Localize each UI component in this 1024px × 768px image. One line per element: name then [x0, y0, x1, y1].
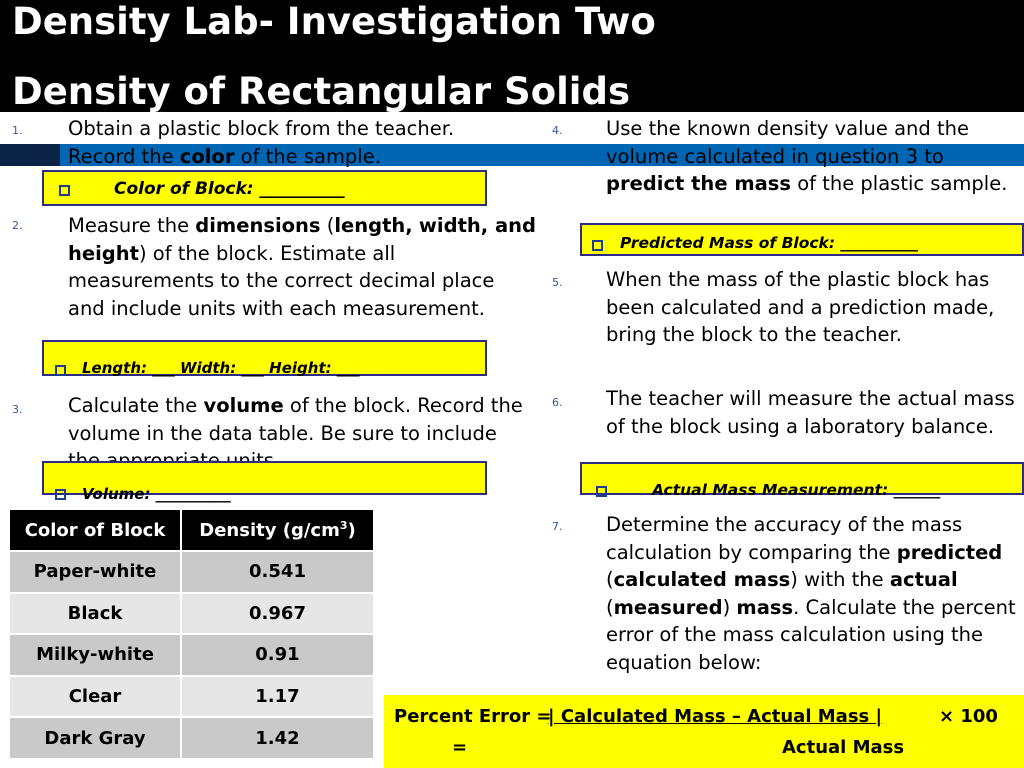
- density-table: [10, 510, 373, 758]
- square-bullet-icon: [596, 486, 607, 497]
- equation-numerator: | Calculated Mass – Actual Mass |: [548, 706, 883, 727]
- square-bullet-icon: [55, 365, 66, 376]
- actual-mass-prompt: Actual Mass Measurement: ______: [652, 481, 941, 499]
- step-2-text: Measure the dimensions (length, width, and height) of the block. Estimate all measurements to the correct decimal place and include units with each measurement.: [68, 214, 536, 320]
- square-bullet-icon: [592, 240, 603, 251]
- step-5-text: When the mass of the plastic block has been calculated and a prediction made, bring the block to the teacher.: [606, 268, 995, 346]
- square-bullet-icon: [59, 185, 70, 196]
- dimensions-box[interactable]: [42, 340, 487, 376]
- equation-denominator: Actual Mass: [782, 737, 905, 758]
- table-row: Dark Gray 1.42: [10, 717, 373, 758]
- square-bullet-icon: [55, 489, 66, 500]
- volume-prompt: Volume: __________: [82, 485, 231, 503]
- table-row: Black 0.967: [10, 593, 373, 635]
- title-bar: [0, 0, 1024, 112]
- step-3-text: Calculate the volume of the block. Record the volume in the data table. Be sure to include: [68, 394, 523, 445]
- step-4-number: 4.: [552, 124, 563, 137]
- step-3-number: 3.: [12, 403, 23, 416]
- title-line-1: Density Lab- Investigation Two: [12, 0, 656, 43]
- step-7-text: Determine the accuracy of the mass calculation by comparing the predicted (calculated mass) with the actual (measured) mass. Calculate the percent error of the mass calculation using the equation below:: [606, 513, 1016, 674]
- color-of-block-box[interactable]: [42, 170, 487, 206]
- step-4-text: Use the known density value and the volume calculated in question 3 to predict the mass of the plastic sample.: [606, 117, 1008, 195]
- step-1-number: 1.: [12, 124, 23, 137]
- step-6-number: 6.: [552, 396, 563, 409]
- table-row: Clear 1.17: [10, 676, 373, 718]
- step-5-number: 5.: [552, 276, 563, 289]
- equation-label: Percent Error =: [394, 706, 552, 727]
- decorative-band-left: [0, 144, 60, 166]
- equation-equals: =: [452, 737, 468, 758]
- header-density: Density $(g/cm^3)$: [181, 510, 373, 551]
- volume-box[interactable]: [42, 461, 487, 503]
- actual-mass-box[interactable]: [580, 462, 1024, 499]
- percent-error-equation: [384, 695, 1024, 768]
- table-row: Milky-white 0.91: [10, 634, 373, 676]
- predicted-mass-prompt: Predicted Mass of Block: __________: [620, 234, 918, 252]
- step-2-number: 2.: [12, 219, 23, 232]
- step-6-text: The teacher will measure the actual mass of the block using a laboratory balance.: [606, 387, 1015, 438]
- equation-multiplier: × 100: [939, 706, 998, 727]
- dimensions-prompt: Length: ___ Width: ___ Height: ___: [82, 359, 360, 377]
- step-1-text: Obtain a plastic block from the teacher. Record the color of the sample.: [68, 117, 455, 168]
- header-color-of-block: Color of Block: [10, 510, 181, 551]
- table-row: Paper-white 0.541: [10, 551, 373, 593]
- title-line-2: Density of Rectangular Solids: [12, 70, 630, 112]
- step-7-number: 7.: [552, 520, 563, 533]
- predicted-mass-box[interactable]: [580, 223, 1024, 256]
- color-of-block-prompt: Color of Block: __________: [114, 179, 345, 199]
